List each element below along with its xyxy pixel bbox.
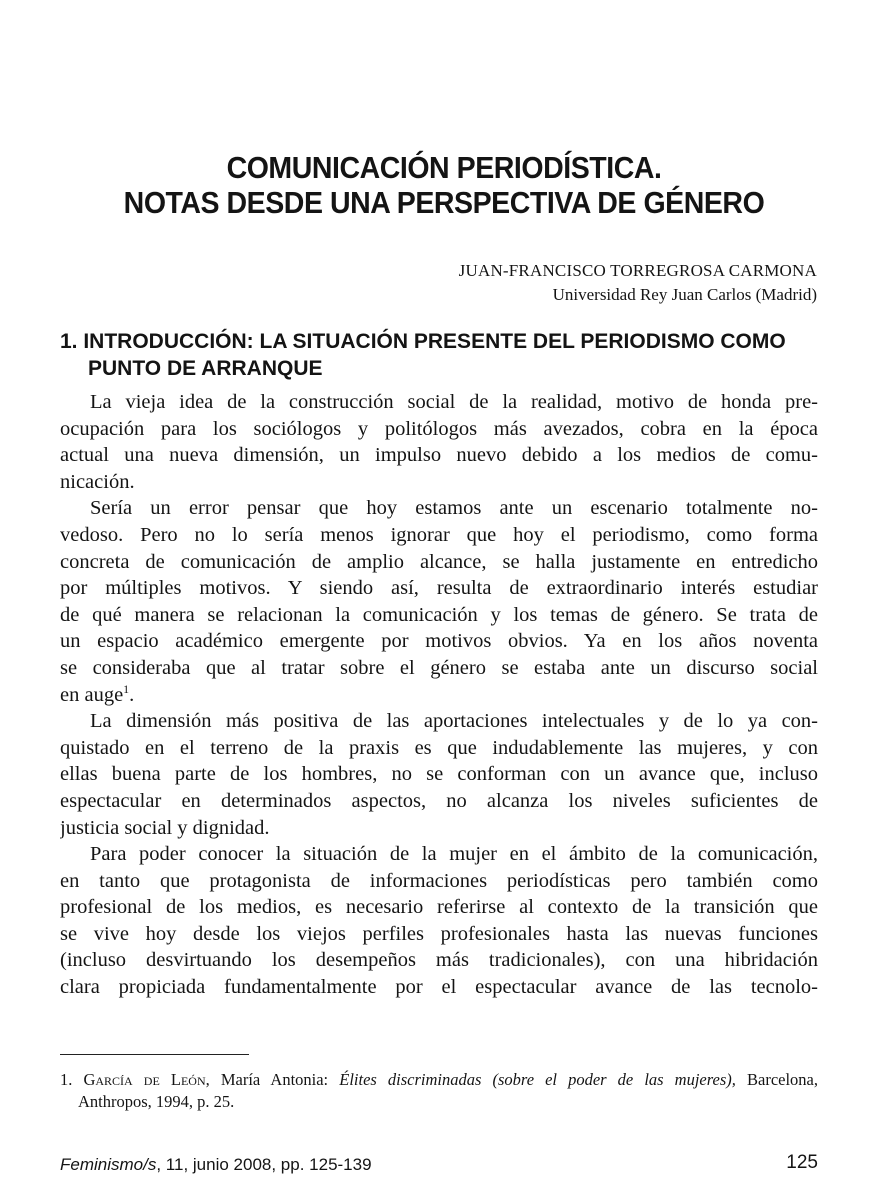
section-heading-line-2: PUNTO DE ARRANQUE xyxy=(88,357,323,380)
footnote xyxy=(60,1069,818,1113)
body-line: nicación. xyxy=(60,470,135,493)
body-line: La dimensión más positiva de las aportaciones intelectuales y de lo ya con- xyxy=(90,710,818,733)
body-text xyxy=(60,389,818,1001)
footnote-line-2: Anthropos, 1994, p. 25. xyxy=(78,1092,235,1111)
body-line: Sería un error pensar que hoy estamos ante un escenario totalmente no- xyxy=(90,497,818,520)
body-line: concreta de comunicación de amplio alcance, se halla justamente en entredicho xyxy=(60,550,818,573)
body-line: por múltiples motivos. Y siendo así, resulta de extraordinario interés estudiar xyxy=(60,577,818,600)
author-block xyxy=(459,259,817,307)
article-title xyxy=(36,150,853,220)
body-line: se vive hoy desde los viejos perfiles profesionales hasta las nuevas funciones xyxy=(60,922,818,945)
footnote-divider xyxy=(60,1054,249,1055)
body-line-end: . xyxy=(129,683,135,706)
title-line-2: NOTAS DESDE UNA PERSPECTIVA DE GÉNERO xyxy=(123,185,765,220)
body-line: de qué manera se relacionan la comunicación y los temas de género. Se trata de xyxy=(60,603,818,626)
running-footer xyxy=(60,1154,372,1176)
title-line-1: COMUNICACIÓN PERIODÍSTICA. xyxy=(226,150,662,185)
footnote-reference[interactable]: 1 xyxy=(123,681,130,696)
footnote-line-1 xyxy=(60,1069,818,1091)
body-line: La vieja idea de la construcción social de la realidad, motivo de honda pre- xyxy=(90,391,818,413)
body-line: ellas buena parte de los hombres, no se conforman con un avance que, incluso xyxy=(60,763,818,786)
footnote-work-title: Élites discriminadas (sobre el poder de las mujeres), xyxy=(339,1070,736,1089)
journal-name: Feminismo/s xyxy=(60,1155,157,1174)
footnote-author-surname: García de León xyxy=(83,1070,206,1089)
body-line: espectacular en determinados aspectos, no alcanza los niveles suficientes de xyxy=(60,789,818,812)
author-name: JUAN-FRANCISCO TORREGROSA CARMONA xyxy=(458,261,817,280)
body-line-text: en auge xyxy=(60,683,124,706)
body-line: un espacio académico emergente por motivos obvios. Ya en los años noventa xyxy=(60,630,818,653)
footnote-number: 1. xyxy=(60,1070,73,1089)
body-line: actual una nueva dimensión, un impulso nuevo debido a los medios de comu- xyxy=(60,444,818,467)
body-line: Para poder conocer la situación de la mujer en el ámbito de la comunicación, xyxy=(90,843,818,866)
footnote-author-given: , María Antonia: xyxy=(205,1070,340,1089)
footnote-publisher-place: Barcelona, xyxy=(735,1070,819,1089)
section-heading-line-1: 1. INTRODUCCIÓN: LA SITUACIÓN PRESENTE DEL PERIODISMO COMO xyxy=(60,330,786,353)
section-heading xyxy=(60,328,820,382)
body-line xyxy=(60,682,818,709)
body-line: ocupación para los sociólogos y politólogos más avezados, cobra en la época xyxy=(60,417,818,440)
page-number: 125 xyxy=(786,1152,818,1173)
journal-citation: , 11, junio 2008, pp. 125-139 xyxy=(156,1155,372,1174)
body-line: vedoso. Pero no lo sería menos ignorar que hoy el periodismo, como forma xyxy=(60,523,818,546)
body-line: se consideraba que al tratar sobre el género se estaba ante un discurso social xyxy=(60,656,818,679)
body-line: en tanto que protagonista de informaciones periodísticas pero también como xyxy=(60,869,818,892)
author-affiliation: Universidad Rey Juan Carlos (Madrid) xyxy=(552,285,817,304)
body-line: (incluso desvirtuando los desempeños más tradicionales), con una hibridación xyxy=(60,949,818,972)
body-line: profesional de los medios, es necesario referirse al contexto de la transición que xyxy=(60,896,818,919)
body-line: clara propiciada fundamentalmente por el espectacular avance de las tecnolo- xyxy=(60,976,818,999)
body-line: quistado en el terreno de la praxis es que indudablemente las mujeres, y con xyxy=(60,736,818,759)
body-line: justicia social y dignidad. xyxy=(60,816,270,839)
